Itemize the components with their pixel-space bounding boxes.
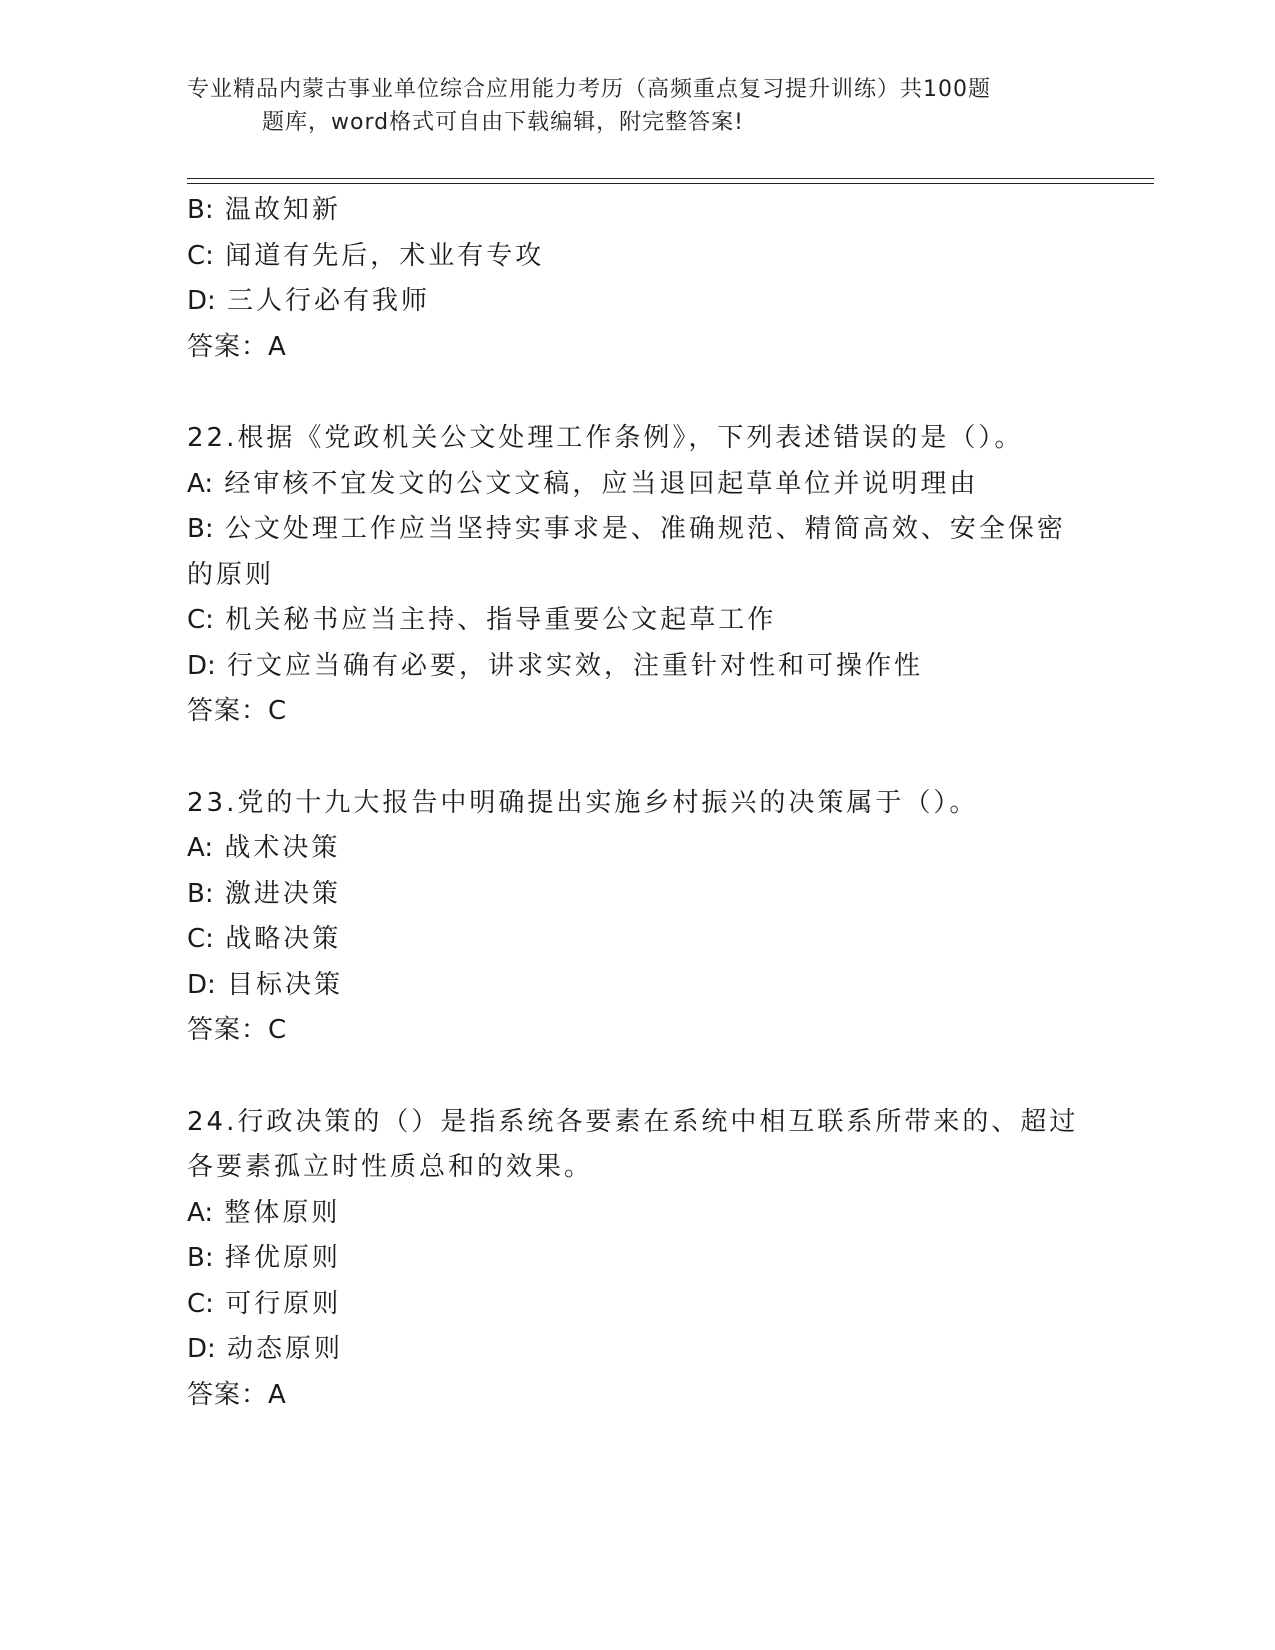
option-c: C: 可行原则 [187, 1288, 342, 1319]
option-d: D: 动态原则 [187, 1334, 344, 1364]
question-stem: 23.党的十九大报告中明确提出实施乡村振兴的决策属于（）。 [187, 787, 979, 818]
answer: 答案：C [187, 696, 288, 726]
option-c: C: 机关秘书应当主持、指导重要公文起草工作 [187, 605, 777, 635]
option-b: B: 择优原则 [187, 1243, 341, 1273]
option-b: B: 温故知新 [187, 195, 341, 225]
option-d: D: 三人行必有我师 [187, 286, 431, 316]
page-header [187, 73, 1077, 139]
option-c: C: 战略决策 [187, 924, 342, 954]
question-23 [187, 781, 1087, 1054]
question-21-tail [187, 188, 1087, 370]
option-c: C: 闻道有先后，术业有专攻 [187, 240, 545, 271]
document-body [187, 188, 1087, 1418]
header-rule-top [187, 178, 1154, 179]
option-d: D: 行文应当确有必要，讲求实效，注重针对性和可操作性 [187, 650, 924, 681]
header-title-line2: 题库，word格式可自由下载编辑，附完整答案! [262, 110, 744, 135]
header-title-line1: 专业精品内蒙古事业单位综合应用能力考历（高频重点复习提升训练）共100题 [187, 77, 991, 102]
option-b: B: 公文处理工作应当坚持实事求是、准确规范、精简高效、安全保密的原则 [187, 514, 1066, 590]
question-stem: 24.行政决策的（）是指系统各要素在系统中相互联系所带来的、超过各要素孤立时性质总和的效果。 [187, 1106, 1079, 1182]
header-rule-bottom [187, 183, 1154, 184]
option-b: B: 激进决策 [187, 878, 341, 909]
question-24 [187, 1100, 1087, 1419]
answer: 答案：A [187, 1379, 287, 1410]
option-a: A: 战术决策 [187, 833, 341, 863]
option-a: A: 整体原则 [187, 1197, 341, 1228]
question-22 [187, 416, 1087, 735]
option-d: D: 目标决策 [187, 969, 344, 1000]
question-stem: 22.根据《党政机关公文处理工作条例》，下列表述错误的是（）。 [187, 423, 1024, 453]
answer: 答案：A [187, 331, 287, 362]
option-a: A: 经审核不宜发文的公文文稿，应当退回起草单位并说明理由 [187, 468, 979, 499]
answer: 答案：C [187, 1015, 288, 1045]
